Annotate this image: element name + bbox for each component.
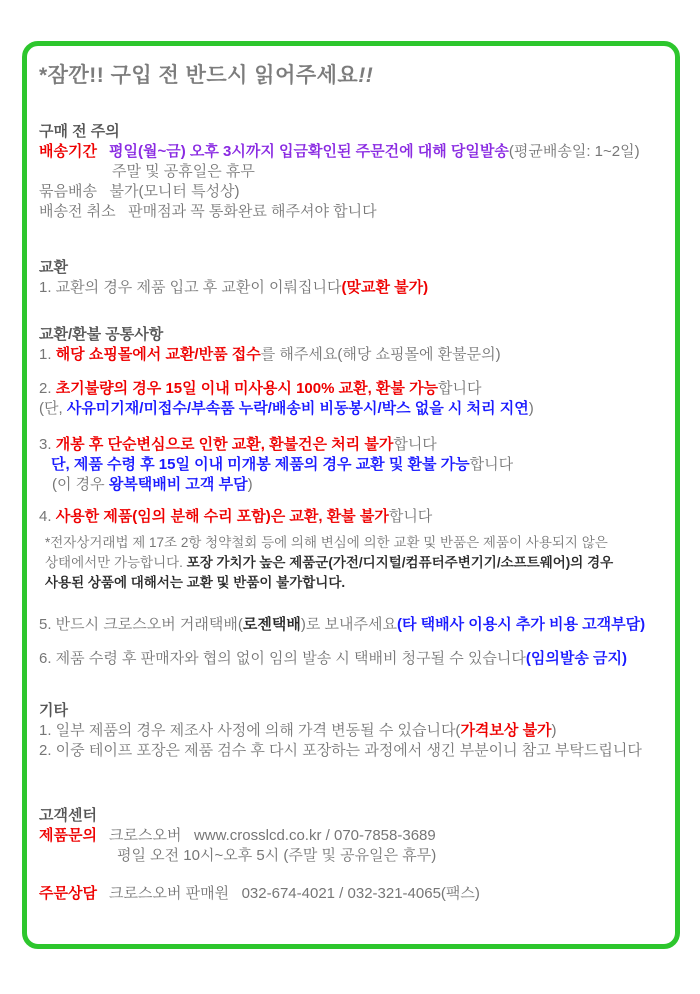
- ecommerce-law-note-1: [39, 533, 661, 553]
- common-item-3-sub-segment: 합니다: [469, 456, 514, 473]
- shipping-weekend-line-segment: 주말 및 공휴일은 휴무: [112, 163, 255, 180]
- common-item-3-note-segment: (이 경우: [52, 476, 109, 493]
- notice-box: [22, 41, 680, 949]
- ecommerce-law-note-2-segment: 상태에서만 가능합니다.: [45, 555, 187, 570]
- shipping-weekend-line: [39, 162, 661, 182]
- common-item-1-segment: 를 해주세요(해당 쇼핑몰에 환불문의): [260, 346, 501, 363]
- exchange-heading-segment: 교환: [39, 259, 68, 276]
- cancel-before-shipping-line: [39, 202, 661, 222]
- cs-hours-line: [39, 846, 661, 866]
- page-title: [39, 62, 661, 90]
- common-item-2-note-segment: ): [528, 400, 534, 417]
- exchange-heading: [39, 258, 661, 278]
- ecommerce-law-note-3-segment: 사용된 상품에 대해서는 교환 및 반품이 불가합니다.: [45, 575, 346, 590]
- common-item-4-segment: 사용한 제품(임의 분해 수리 포함)은 교환, 환불 불가: [55, 508, 389, 525]
- page-title-text: *잠깐!! 구입 전 반드시 읽어주세요: [39, 64, 359, 87]
- exchange-item-1-segment: 1. 교환의 경우 제품 입고 후 교환이 이뤄집니다: [39, 279, 342, 296]
- purchase-caution-heading: [39, 122, 661, 142]
- common-item-3: [39, 435, 661, 455]
- etc-item-1: [39, 721, 661, 741]
- cancel-before-shipping-line-segment: 배송전 취소 판매점과 꼭 통화완료 해주셔야 합니다: [39, 203, 377, 220]
- etc-item-2-segment: 2. 이중 테이프 포장은 제품 검수 후 다시 포장하는 과정에서 생긴 부분이니 참고 부탁드립니다: [39, 742, 642, 759]
- ecommerce-law-note-3: [39, 573, 661, 593]
- common-item-5-segment: )로 보내주세요: [300, 616, 397, 633]
- common-item-3-sub: [39, 455, 661, 475]
- shipping-period-line: [39, 142, 661, 162]
- common-item-4-segment: 4.: [39, 508, 56, 525]
- exchange-refund-common-heading-segment: 교환/환불 공통사항: [39, 326, 164, 343]
- etc-item-1-segment: 1. 일부 제품의 경우 제조사 사정에 의해 가격 변동될 수 있습니다(: [39, 722, 461, 739]
- etc-heading: [39, 701, 661, 721]
- common-item-3-note-segment: 왕복택배비 고객 부담: [108, 476, 248, 493]
- common-item-6-segment: 6. 제품 수령 후 판매자와 협의 없이 임의 발송 시 택배비 청구될 수 있습니다: [39, 650, 526, 667]
- common-item-3-segment: 3.: [39, 436, 56, 453]
- common-item-3-note: [39, 475, 661, 495]
- common-item-1-segment: 해당 쇼핑몰에서 교환/반품 접수: [55, 346, 261, 363]
- etc-item-1-segment: ): [551, 722, 557, 739]
- common-item-5-segment: (타 택배사 이용시 추가 비용 고객부담): [396, 616, 646, 633]
- purchase-caution-heading-segment: 구매 전 주의: [39, 123, 120, 140]
- cs-hours-line-segment: 평일 오전 10시~오후 5시 (주말 및 공유일은 휴무): [117, 847, 437, 864]
- shipping-period-line-segment: (평균배송일: 1~2일): [508, 143, 640, 160]
- cs-order-consult-line: [39, 884, 661, 904]
- ecommerce-law-note-1-segment: *전자상거래법 제 17조 2항 청약철회 등에 의해 변심에 의한 교환 및 반품은 제품이 사용되지 않은: [45, 535, 608, 550]
- common-item-1: [39, 345, 661, 365]
- cs-product-inquiry-line-segment: 제품문의: [39, 827, 97, 844]
- etc-heading-segment: 기타: [39, 702, 68, 719]
- exchange-item-1: [39, 278, 661, 298]
- common-item-1-segment: 1.: [39, 346, 56, 363]
- etc-item-2: [39, 741, 661, 761]
- common-item-2-note-segment: (단,: [39, 400, 67, 417]
- common-item-6: [39, 649, 661, 669]
- common-item-2-segment: 2.: [39, 380, 56, 397]
- bundle-shipping-line-segment: 묶음배송 불가(모니터 특성상): [39, 183, 240, 200]
- cs-order-consult-line-segment: 주문상담: [39, 885, 97, 902]
- common-item-4-segment: 합니다: [388, 508, 433, 525]
- customer-center-heading-segment: 고객센터: [39, 807, 97, 824]
- common-item-5-segment: 5. 반드시 크로스오버 거래택배(: [39, 616, 243, 633]
- common-item-2-segment: 초기불량의 경우 15일 이내 미사용시 100% 교환, 환불 가능: [55, 380, 439, 397]
- cs-product-inquiry-line: [39, 826, 661, 846]
- notice-blocks: [39, 122, 661, 904]
- ecommerce-law-note-2-segment: 포장 가치가 높은 제품군(가전/디지털/컴퓨터주변기기/소프트웨어)의 경우: [186, 555, 614, 570]
- common-item-5-segment: 로젠택배: [242, 616, 301, 633]
- exchange-item-1-segment: (맞교환 불가): [341, 279, 429, 296]
- exchange-refund-common-heading: [39, 325, 661, 345]
- customer-center-heading: [39, 806, 661, 826]
- cs-order-consult-line-segment: 크로스오버 판매원 032-674-4021 / 032-321-4065(팩스): [109, 885, 480, 902]
- common-item-3-segment: 개봉 후 단순변심으로 인한 교환, 환불건은 처리 불가: [55, 436, 394, 453]
- bundle-shipping-line: [39, 182, 661, 202]
- common-item-4: [39, 507, 661, 527]
- etc-item-1-segment: 가격보상 불가: [460, 722, 552, 739]
- cs-product-inquiry-line-segment: 크로스오버 www.crosslcd.co.kr / 070-7858-3689: [109, 827, 436, 844]
- page-title-emphasis: !!: [358, 64, 374, 87]
- common-item-2: [39, 379, 661, 399]
- common-item-6-segment: (임의발송 금지): [525, 650, 628, 667]
- shipping-period-line-segment: 배송기간: [39, 143, 97, 160]
- common-item-2-note-segment: 사유미기재/미접수/부속품 누락/배송비 비동봉시/박스 없을 시 처리 지연: [66, 400, 529, 417]
- common-item-3-sub-segment: 단, 제품 수령 후 15일 이내 미개봉 제품의 경우 교환 및 환불 가능: [51, 456, 470, 473]
- ecommerce-law-note-2: [39, 553, 661, 573]
- common-item-3-note-segment: ): [247, 476, 253, 493]
- common-item-5: [39, 615, 661, 635]
- common-item-2-note: [39, 399, 661, 419]
- common-item-2-segment: 합니다: [438, 380, 482, 397]
- common-item-3-segment: 합니다: [393, 436, 437, 453]
- shipping-period-line-segment: 평일(월~금) 오후 3시까지 입금확인된 주문건에 대해 당일발송: [109, 143, 509, 160]
